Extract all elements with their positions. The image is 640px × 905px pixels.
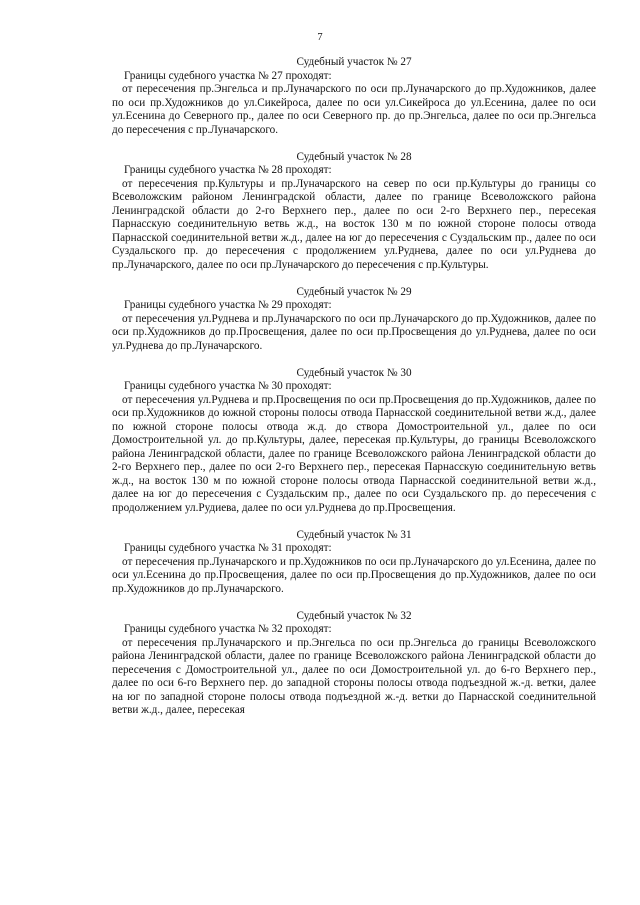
section-intro: Границы судебного участка № 31 проходят:	[124, 542, 332, 554]
section-title: Судебный участок № 30	[296, 366, 412, 379]
section-court-31	[112, 529, 596, 597]
section-court-29	[112, 286, 596, 354]
section-intro: Границы судебного участка № 30 проходят:	[124, 380, 332, 392]
section-body: от пересечения пр.Луначарского и пр.Энгельса по оси пр.Энгельса до границы Всеволожского района Ленинградской области, далее по границе Всеволожского района Ленинградской области до пересечения с Домостроительной ул., далее по оси Домостроительной ул. до 6-го Верхнего пер., далее по оси 6-го Верхнего пер. до западной стороны полосы отвода подъездной ж.-д. ветки, далее на юг по западной стороне полосы отвода подъездной ж.-д. ветки до Парнасской соединительной ветви ж.д., далее, пересекая	[112, 636, 596, 716]
section-body: от пересечения ул.Руднева и пр.Просвещения по оси пр.Просвещения до пр.Художников, далее по оси пр.Художников до южной стороны полосы отвода Парнасской соединительной ветви ж.д., далее по южной стороне полосы отвода ж.д. до створа Домостроительной ул., далее по оси Домостроительной ул. до пр.Культуры, далее, пересекая пр.Культуры, до границы Всеволожского района Ленинградской области, далее по границе Всеволожского района Ленинградской области до 2-го Верхнего пер., далее по оси 2-го Верхнего пер., пересекая Парнасскую соединительную ветвь ж.д., на восток 130 м по южной стороне полосы отвода Парнасской соединительной ветви ж.д., далее на юг до пересечения с Суздальским пр., далее по оси Суздальского пр. до пересечения с продолжением ул.Рудиева, далее по оси ул.Руднева до пр.Просвещения.	[112, 393, 596, 514]
section-intro: Границы судебного участка № 27 проходят:	[124, 69, 332, 82]
section-intro: Границы судебного участка № 29 проходят:	[124, 299, 332, 311]
section-title: Судебный участок № 31	[296, 528, 412, 541]
section-body: от пересечения пр.Энгельса и пр.Луначарского по оси пр.Луначарского до пр.Художников, далее по оси пр.Художников до ул.Сикейроса, далее по оси ул.Сикейроса до ул.Есенина, далее по оси ул.Есенина до Северного пр., далее по оси Северного пр. до пр.Энгельса, далее по оси пр.Энгельса до пересечения с пр.Луначарского.	[112, 83, 596, 136]
section-court-32	[112, 610, 596, 718]
document-body	[112, 56, 596, 731]
section-court-27	[112, 56, 596, 137]
section-title: Судебный участок № 28	[296, 150, 412, 163]
section-body: от пересечения ул.Руднева и пр.Луначарского по оси пр.Луначарского до пр.Художников, далее по оси пр.Художников до пр.Просвещения, далее по оси пр.Просвещения до ул.Руднева, далее по оси ул.Руднева до пр.Луначарского.	[112, 312, 596, 352]
section-body: от пересечения пр.Культуры и пр.Луначарского на север по оси пр.Культуры до границы со Всеволожским районом Ленинградской области, далее по границе Всеволожского района Ленинградской области до 2-го Верхнего пер., далее по оси 2-го Верхнего пер., пересекая Парнасскую соединительную ветвь ж.д., на восток 130 м по южной стороне полосы отвода Парнасской соединительной ветви ж.д., далее на юг до пересечения с Суздальским пр., далее по оси Суздальского пр. до пересечения с продолжением ул.Руднева, далее по оси ул.Руднева до пр.Луначарского, далее по оси пр.Луначарского до пересечения с пр.Культуры.	[112, 177, 596, 271]
page-number: 7	[317, 32, 323, 43]
section-court-28	[112, 151, 596, 273]
section-court-30	[112, 367, 596, 516]
section-intro: Границы судебного участка № 28 проходят:	[124, 164, 332, 176]
section-intro: Границы судебного участка № 32 проходят:	[124, 623, 332, 635]
section-body: от пересечения пр.Луначарского и пр.Художников по оси пр.Луначарского до ул.Есенина, далее по оси ул.Есенина до пр.Просвещения, далее по оси пр.Просвещения до пр.Художников, далее по оси пр.Художников до пр.Луначарского.	[112, 555, 596, 595]
section-title: Судебный участок № 27	[296, 56, 412, 68]
section-title: Судебный участок № 29	[296, 285, 412, 298]
section-title: Судебный участок № 32	[296, 609, 412, 622]
